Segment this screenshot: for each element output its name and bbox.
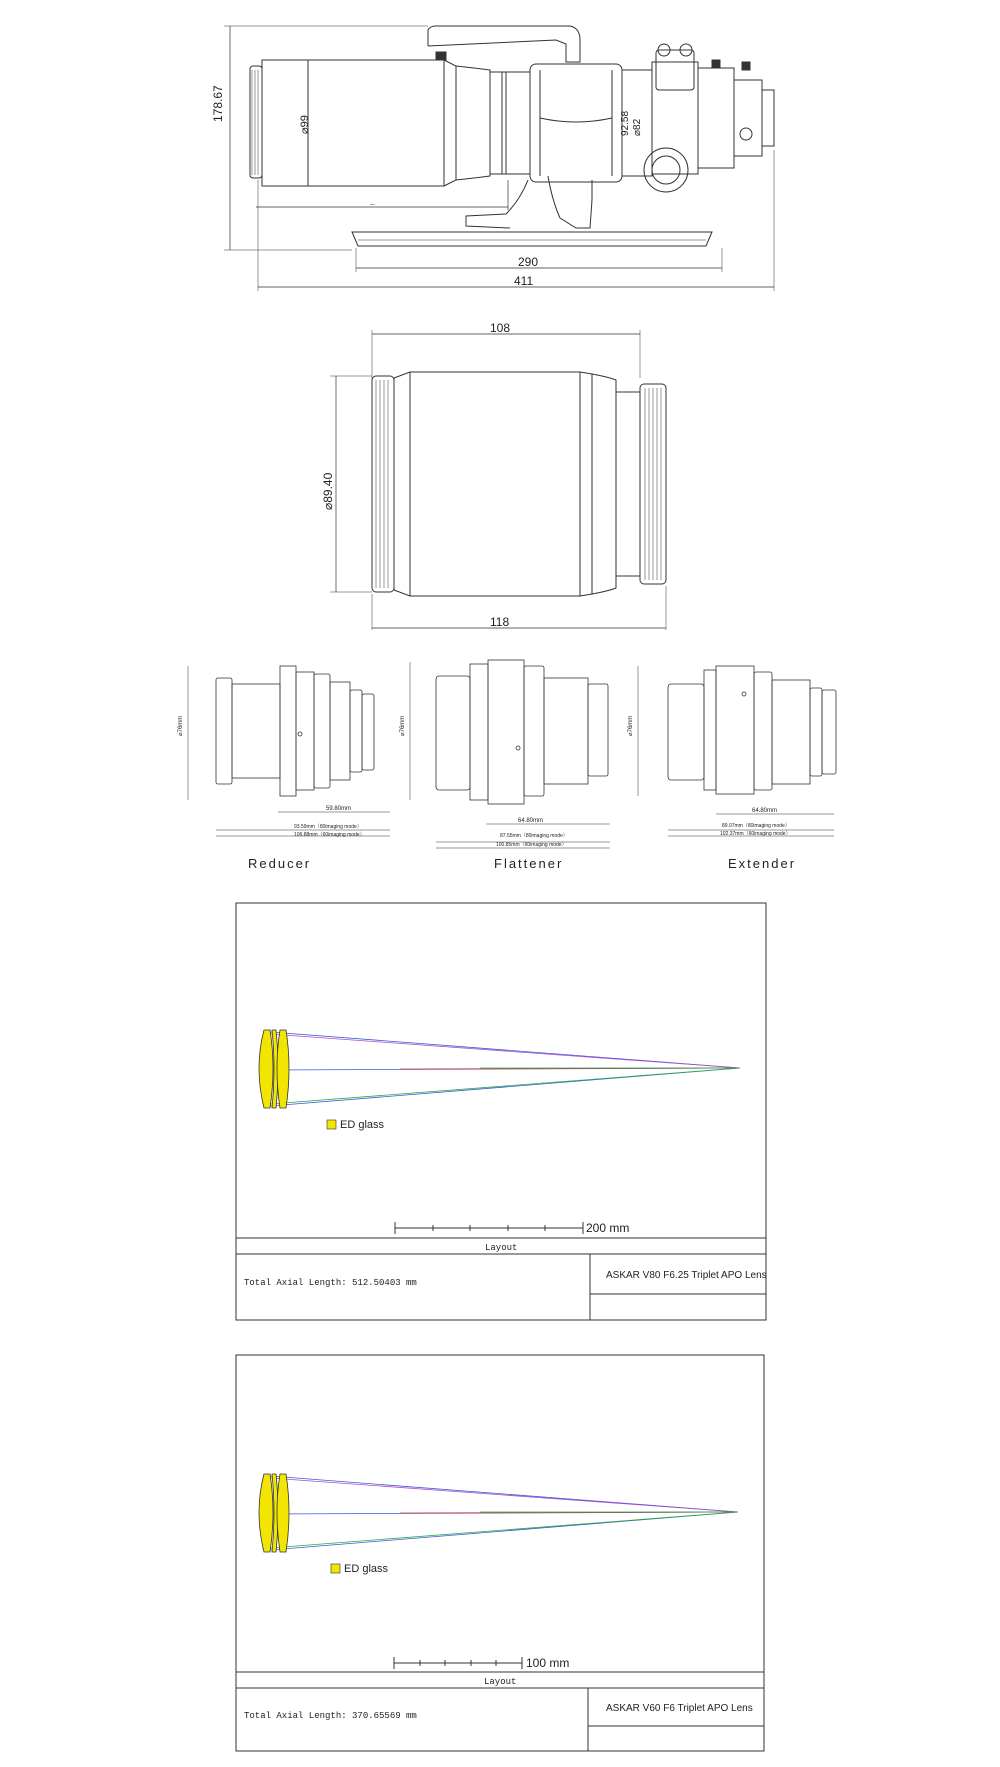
dovetail-plate [352,232,712,246]
flattener-dim2: 87.55mm（80imaging mode） [500,833,568,839]
dim-82-label: ⌀82 [632,118,643,136]
v60-legend: ED glass [344,1563,389,1575]
telescope-side-drawing [0,0,1000,300]
flattener-dim3: 100.85mm（60imaging mode） [496,842,567,848]
accessories-row [0,650,1000,880]
flattener-drawing [410,660,610,848]
v80-total-length: Total Axial Length: 512.50403 mm [244,1278,417,1288]
flattener-label: Flattener [494,856,564,871]
optical-layout-v80 [0,902,1000,1322]
reducer-drawing [188,666,390,836]
reducer-label: Reducer [248,856,312,871]
dim-9258-label: 92.58 [620,110,631,136]
extender-dia: ⌀76mm [628,715,634,736]
reducer-dim3: 106.88mm（60imaging mode） [294,832,365,838]
ed-glass-swatch [331,1564,340,1573]
v60-scale: 100 mm [526,1656,570,1670]
dim-118-label: 118 [490,615,510,629]
reducer-dia: ⌀76mm [178,715,184,736]
extender-label: Extender [728,856,797,871]
ed-glass-swatch [327,1120,336,1129]
reducer-dim1: 59.80mm [326,806,352,812]
v60-lens-group [259,1474,289,1552]
front-knurled-ring [372,376,394,592]
v60-product-name: ASKAR V60 F6 Triplet APO Lens [606,1703,753,1714]
extender-dim1: 64.80mm [752,808,778,814]
dim-dia-label: ⌀89.40 [321,472,335,510]
dim-108-label: 108 [490,321,511,335]
v80-scale: 200 mm [586,1221,630,1235]
v60-total-length: Total Axial Length: 370.65569 mm [244,1711,417,1721]
extender-drawing [638,666,836,836]
dim-tube-dia-label: ⌀99 [299,115,311,134]
lens-cell-body [394,372,580,596]
reducer-dim2: 93.59mm（80imaging mode） [294,824,362,830]
v80-product-name: ASKAR V80 F6.25 Triplet APO Lens [606,1270,767,1281]
flattener-dim1: 64.80mm [518,818,544,824]
drawtube [698,68,734,168]
focuser-body [652,62,698,174]
flattener-dia: ⌀76mm [400,715,406,736]
focus-knob [644,148,688,192]
v80-legend: ED glass [340,1119,385,1131]
extender-dim2: 89.07mm（80imaging mode） [722,823,790,829]
v60-layout-header: Layout [484,1677,517,1687]
dim-411-label: 411 [514,274,534,288]
v80-layout-header: Layout [485,1243,518,1253]
tube-ring [530,64,622,182]
lens-cell-drawing [0,320,1000,630]
v80-lens-group [259,1030,289,1108]
main-tube [262,60,444,186]
dim-290-label: 290 [518,255,539,269]
dim-height-label: 178.67 [211,85,225,122]
optical-layout-v60 [0,1354,1000,1754]
dim-small-label: — [370,202,375,208]
extender-dim3: 102.37mm（60imaging mode） [720,831,791,837]
